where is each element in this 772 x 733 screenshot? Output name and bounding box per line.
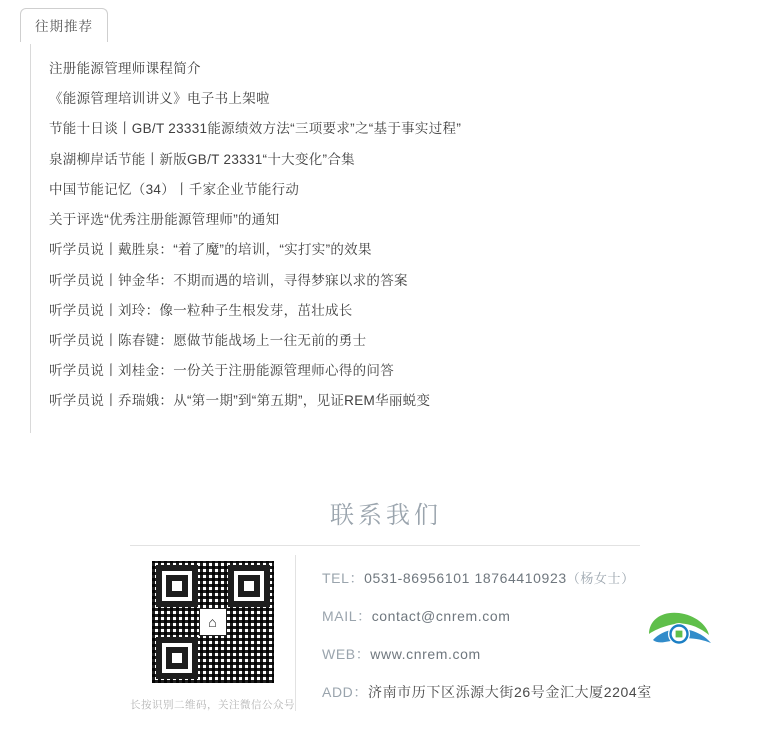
- past-recommendations-tab: 往期推荐: [20, 8, 108, 42]
- contact-address-line: [322, 673, 652, 711]
- list-item[interactable]: 关于评选“优秀注册能源管理师”的通知: [49, 212, 280, 228]
- list-item[interactable]: 中国节能记忆（34）丨千家企业节能行动: [49, 181, 300, 197]
- list-item[interactable]: 听学员说丨陈春键：愿做节能战场上一往无前的勇士: [49, 332, 367, 348]
- contact-info-column: [295, 555, 652, 711]
- list-item[interactable]: 听学员说丨刘玲：像一粒种子生根发芽，茁壮成长: [49, 302, 353, 318]
- qr-corner-icon: [156, 637, 198, 679]
- list-item[interactable]: 《能源管理培训讲义》电子书上架啦: [49, 91, 270, 107]
- list-item[interactable]: 听学员说丨戴胜泉：“着了魔”的培训，“实打实”的效果: [49, 242, 372, 258]
- contact-section: [130, 555, 652, 715]
- web-value[interactable]: www.cnrem.com: [370, 646, 481, 662]
- tel-note: （杨女士）: [566, 571, 635, 586]
- web-label: WEB：: [322, 646, 371, 662]
- recommendation-list: [31, 54, 731, 417]
- qr-caption: 长按识别二维码，关注微信公众号: [130, 699, 295, 711]
- contact-title: 联系我们: [330, 502, 442, 529]
- mail-value[interactable]: contact@cnrem.com: [371, 608, 511, 624]
- company-logo-icon: [643, 607, 715, 657]
- contact-divider: [130, 545, 640, 546]
- contact-web-line: [322, 635, 652, 673]
- list-item[interactable]: 泉湖柳岸话节能丨新版GB/T 23331“十大变化”合集: [49, 151, 355, 167]
- tel-value: 0531-86956101 18764410923: [364, 570, 567, 586]
- list-item[interactable]: 听学员说丨乔瑞娥：从“第一期”到“第五期”，见证REM华丽蜕变: [49, 393, 431, 409]
- list-item[interactable]: 听学员说丨钟金华：不期而遇的培训，寻得梦寐以求的答案: [49, 272, 408, 288]
- mail-label: MAIL：: [322, 608, 372, 624]
- tel-label: TEL：: [322, 570, 365, 586]
- address-label: ADD：: [322, 684, 368, 700]
- contact-tel-line: [322, 559, 652, 597]
- list-item[interactable]: 听学员说丨刘桂金：一份关于注册能源管理师心得的问答: [49, 363, 394, 379]
- list-item[interactable]: 节能十日谈丨GB/T 23331能源绩效方法“三项要求”之“基于事实过程”: [49, 121, 462, 137]
- contact-mail-line: [322, 597, 652, 635]
- qr-center-logo-icon: ⌂: [199, 608, 227, 636]
- past-recommendations-body: [30, 44, 731, 433]
- address-value: 济南市历下区泺源大街26号金汇大厦2204室: [367, 684, 652, 700]
- wechat-qr-code-icon: [152, 561, 274, 683]
- list-item[interactable]: 注册能源管理师课程简介: [49, 61, 201, 76]
- qr-column: [130, 555, 295, 712]
